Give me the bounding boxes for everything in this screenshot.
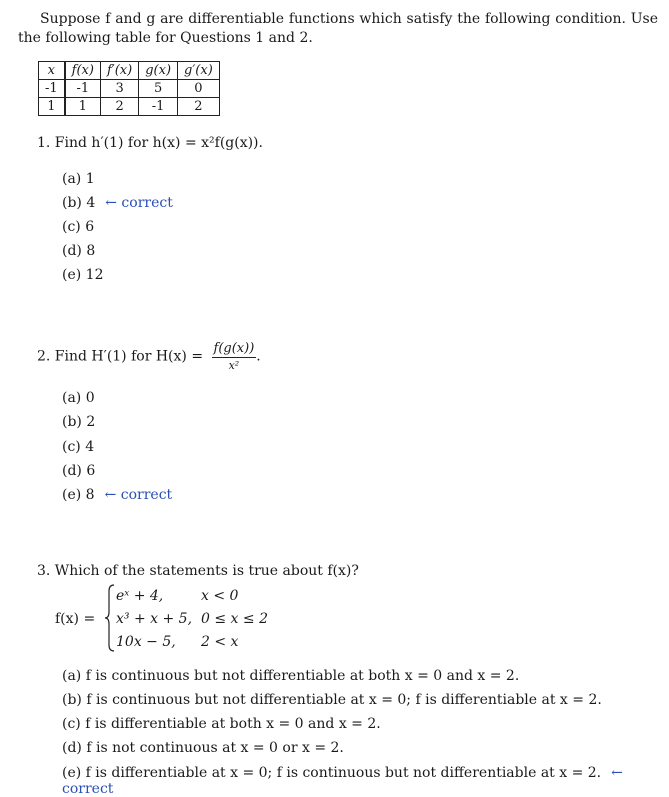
q3-option-d: (d) f is not continuous at x = 0 or x = 2. bbox=[62, 740, 344, 756]
q1-option-c: (c) 6 bbox=[62, 219, 95, 235]
q1-option-d: (d) 8 bbox=[62, 243, 96, 259]
q2-option-c: (c) 4 bbox=[62, 439, 95, 455]
table-row bbox=[39, 98, 220, 116]
q3-option-b: (b) f is continuous but not differentiable at x = 0; f is differentiable at x = 2. bbox=[62, 692, 602, 708]
table-cell: -1 bbox=[39, 80, 65, 98]
question-2-prompt-text: 2. Find H′(1) for H(x) = bbox=[37, 348, 204, 365]
fraction-numerator: f(g(x)) bbox=[213, 341, 255, 356]
left-brace-icon bbox=[104, 584, 116, 652]
table-header: x bbox=[39, 62, 65, 80]
q2-option-b: (b) 2 bbox=[62, 414, 96, 430]
values-table bbox=[38, 61, 220, 116]
table-header: f(x) bbox=[65, 62, 101, 80]
table-cell: -1 bbox=[65, 80, 101, 98]
case-condition: 2 < x bbox=[201, 634, 239, 650]
question-3-prompt: 3. Which of the statements is true about f(x)? bbox=[37, 563, 359, 579]
table-cell: 3 bbox=[100, 80, 138, 98]
case-expression: eˣ + 4, bbox=[116, 588, 164, 604]
q3-option-e bbox=[62, 765, 669, 797]
table-cell: 2 bbox=[178, 98, 220, 116]
table-cell: 5 bbox=[139, 80, 178, 98]
table-header: f′(x) bbox=[100, 62, 138, 80]
case-condition: 0 ≤ x ≤ 2 bbox=[201, 611, 268, 627]
intro-text: Suppose f and g are differentiable functions which satisfy the following condition. Use the following table for Questions 1 and 2. bbox=[18, 11, 658, 46]
case-expression: x³ + x + 5, bbox=[116, 611, 193, 627]
table-cell: 1 bbox=[65, 98, 101, 116]
question-1-prompt: 1. Find h′(1) for h(x) = x²f(g(x)). bbox=[37, 135, 263, 151]
q1-option-e: (e) 12 bbox=[62, 267, 104, 283]
q1-option-b-text: (b) 4 bbox=[62, 195, 96, 211]
intro-paragraph bbox=[18, 10, 658, 48]
fraction bbox=[212, 341, 257, 372]
q1-option-b bbox=[62, 195, 173, 211]
table-header: g(x) bbox=[139, 62, 178, 80]
left-brace bbox=[104, 584, 116, 652]
table-cell: 2 bbox=[100, 98, 138, 116]
case-expression: 10x − 5, bbox=[116, 634, 176, 650]
table-row bbox=[39, 80, 220, 98]
q2-option-e bbox=[62, 487, 172, 503]
table-header-row bbox=[39, 62, 220, 80]
correct-marker: ← correct bbox=[105, 195, 173, 211]
table-header: g′(x) bbox=[178, 62, 220, 80]
piecewise-label: f(x) = bbox=[55, 611, 96, 627]
q1-option-a: (a) 1 bbox=[62, 171, 95, 187]
q2-option-d: (d) 6 bbox=[62, 463, 96, 479]
table-cell: 0 bbox=[178, 80, 220, 98]
q3-option-a: (a) f is continuous but not differentiable at both x = 0 and x = 2. bbox=[62, 668, 520, 684]
table-cell: 1 bbox=[39, 98, 65, 116]
correct-marker: ← correct bbox=[62, 765, 623, 797]
case-condition: x < 0 bbox=[201, 588, 239, 604]
question-2-prompt: 2. Find H′(1) for H(x) = $\frac{f(g(x))}{\text{x²}}$ . bbox=[37, 341, 261, 372]
fraction-denominator: x² bbox=[228, 359, 240, 372]
q2-option-a: (a) 0 bbox=[62, 390, 95, 406]
q2-option-e-text: (e) 8 bbox=[62, 487, 95, 503]
correct-marker: ← correct bbox=[104, 487, 173, 503]
q3-option-e-text: (e) f is differentiable at x = 0; f is continuous but not differentiable at x = 2. bbox=[62, 765, 602, 781]
q3-option-c: (c) f is differentiable at both x = 0 and x = 2. bbox=[62, 716, 381, 732]
table-cell: -1 bbox=[139, 98, 178, 116]
